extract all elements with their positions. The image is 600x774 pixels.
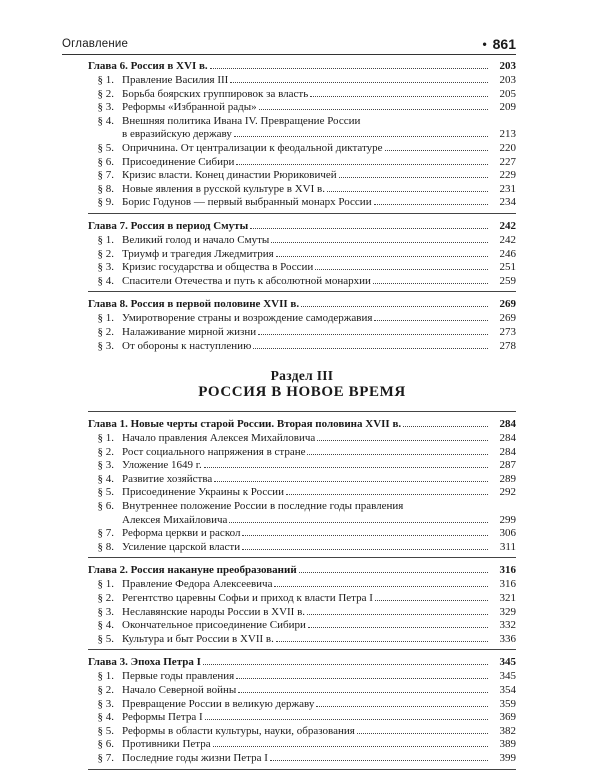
toc-chapter (88, 296, 516, 353)
entry-number: § 4. (97, 472, 114, 485)
entry-page-number: 316 (499, 578, 516, 591)
toc-entry[interactable] (88, 275, 516, 289)
entry-page-number: 278 (499, 339, 516, 352)
toc-entry[interactable] (88, 142, 516, 156)
entry-number: § 5. (97, 724, 114, 737)
entry-body (122, 142, 516, 156)
entry-body (122, 275, 516, 289)
chapter-title-text: Глава 7. Россия в период Смуты (88, 219, 249, 232)
toc-entry[interactable] (88, 169, 516, 183)
entry-page-number: 369 (499, 711, 516, 724)
entry-page-number: 336 (499, 632, 516, 645)
dot-leader (308, 627, 488, 628)
entry-title: Умиротворение страны и возрождение самодержавия (122, 312, 373, 325)
dot-leader (238, 692, 488, 693)
entry-number: § 3. (97, 459, 114, 472)
entry-number: § 3. (97, 339, 114, 352)
chapter-page-number: 316 (499, 564, 516, 577)
entry-body (122, 196, 516, 210)
toc-entry[interactable] (88, 234, 516, 248)
entry-title: Первые годы правления (122, 670, 235, 683)
section-title: РОССИЯ В НОВОЕ ВРЕМЯ (198, 384, 406, 401)
entry-title: Рост социального напряжения в стране (122, 445, 306, 458)
entry-page-number: 321 (499, 592, 516, 605)
toc-entry[interactable] (88, 711, 516, 725)
entry-title: Новые явления в русской культуре в XVI в. (122, 182, 325, 195)
entry-body (122, 432, 516, 446)
dot-leader (259, 109, 488, 110)
toc-chapter-title[interactable] (88, 218, 516, 234)
chapter-divider (88, 291, 516, 292)
entry-title: Начало Северной войны (122, 684, 237, 696)
entry-number: § 4. (97, 274, 114, 287)
chapter-page-number: 269 (499, 298, 516, 311)
entry-body (122, 183, 516, 197)
entry-title: Развитие хозяйства (122, 472, 213, 485)
entry-number: § 2. (97, 247, 114, 260)
entry-number: § 4. (97, 619, 114, 632)
entry-page-number: 231 (499, 182, 516, 195)
entry-title: Кризис государства и общества в России (122, 261, 314, 274)
section-rule (88, 411, 516, 412)
entry-page-number: 213 (499, 128, 516, 141)
chapter-page-number: 203 (499, 60, 516, 72)
dot-leader (234, 136, 488, 137)
entry-page-number: 234 (499, 196, 516, 209)
entry-number: § 8. (97, 182, 114, 195)
entry-title: Правление Василия III (122, 74, 229, 86)
entry-number: § 5. (97, 141, 114, 154)
entry-body (122, 711, 516, 725)
entry-body (122, 592, 516, 606)
toc-entry[interactable] (88, 432, 516, 446)
entry-page-number: 229 (499, 169, 516, 182)
dot-leader (203, 664, 488, 665)
entry-title: Спасители Отечества и путь к абсолютной монархии (122, 274, 371, 287)
toc-group-before (88, 58, 516, 353)
page-number: • 861 (482, 36, 516, 52)
running-title: Оглавление (62, 38, 129, 50)
entry-body (122, 541, 516, 555)
entry-number: § 2. (97, 87, 114, 100)
entry-title: Неславянские народы России в XVII в. (122, 605, 306, 618)
entry-body (122, 752, 516, 766)
entry-title: От обороны к наступлению (122, 339, 252, 352)
entry-page-number: 306 (499, 527, 516, 540)
entry-title: Реформы «Избранной рады» (122, 101, 257, 114)
entry-title-line1: Внутреннее положение России в последние годы правления (122, 500, 404, 513)
dot-leader (236, 678, 488, 679)
entry-title: Борис Годунов — первый выбранный монарх России (122, 196, 372, 209)
dot-leader (213, 746, 488, 747)
entry-page-number: 251 (499, 261, 516, 274)
entry-number: § 2. (97, 592, 114, 605)
entry-title: Правление Федора Алексеевича (122, 578, 273, 591)
dot-leader (374, 320, 488, 321)
entry-number: § 4. (97, 711, 114, 724)
toc-entry[interactable] (88, 196, 516, 210)
entry-page-number: 329 (499, 605, 516, 618)
entry-title: Кризис власти. Конец династии Рюриковичей (122, 169, 337, 182)
entry-page-number: 284 (499, 432, 516, 445)
toc-chapter (88, 562, 516, 646)
chapter-divider (88, 557, 516, 558)
dot-leader (276, 256, 488, 257)
entry-body (122, 527, 516, 541)
entry-page-number: 242 (499, 233, 516, 246)
entry-body (122, 261, 516, 275)
entry-page-number: 399 (499, 751, 516, 764)
dot-leader (210, 68, 488, 69)
entry-body (122, 606, 516, 620)
dot-leader (307, 454, 488, 455)
toc-entry[interactable] (88, 473, 516, 487)
section-label: Раздел III (270, 368, 334, 384)
toc-entry[interactable] (88, 88, 516, 102)
entry-body (122, 88, 516, 102)
entry-body (122, 101, 516, 115)
dot-leader (242, 535, 488, 536)
chapter-divider (88, 213, 516, 214)
entry-body (122, 446, 516, 460)
entry-body (122, 619, 516, 633)
entry-page-number: 269 (499, 312, 516, 325)
toc-entry[interactable] (88, 74, 516, 88)
entry-number: § 1. (97, 312, 114, 325)
entry-title: Присоединение Сибири (122, 155, 235, 168)
dot-leader (276, 641, 488, 642)
entry-page-number: 246 (499, 247, 516, 260)
entry-title: Уложение 1649 г. (122, 459, 202, 472)
entry-body (122, 248, 516, 262)
toc-entry[interactable] (88, 248, 516, 262)
entry-title-line1: Внешняя политика Ивана IV. Превращение России (122, 114, 361, 127)
toc-chapter (88, 218, 516, 288)
dot-leader (230, 82, 488, 83)
entry-body (122, 169, 516, 183)
toc-entry[interactable] (88, 752, 516, 766)
toc-entry[interactable] (88, 183, 516, 197)
entry-number: § 1. (97, 233, 114, 246)
entry-page-number: 354 (499, 684, 516, 696)
toc-entry[interactable] (88, 670, 516, 684)
toc-entry[interactable] (88, 459, 516, 473)
dot-leader (205, 719, 488, 720)
toc-chapter (88, 58, 516, 210)
entry-body (122, 633, 516, 647)
section-heading (88, 367, 516, 401)
chapter-title-text: Глава 1. Новые черты старой России. Вторая половина XVII в. (88, 418, 402, 431)
entry-body (122, 74, 516, 88)
chapter-title-text: Глава 2. Россия накануне преобразований (88, 564, 297, 577)
toc-group-after (88, 416, 516, 769)
toc-entry[interactable] (88, 446, 516, 460)
entry-number: § 6. (97, 155, 114, 168)
dot-leader (271, 242, 488, 243)
chapter-divider (88, 769, 516, 770)
entry-body (122, 326, 516, 340)
toc-entry[interactable] (88, 592, 516, 606)
toc-chapter-title[interactable] (88, 654, 516, 670)
entry-title: Последние годы жизни Петра I (122, 751, 268, 764)
entry-page-number: 389 (499, 738, 516, 751)
entry-body (122, 500, 516, 527)
toc-entry[interactable] (88, 486, 516, 500)
toc-chapter (88, 416, 516, 554)
dot-leader (315, 269, 488, 270)
entry-body (122, 340, 516, 354)
chapter-title-text: Глава 8. Россия в первой половине XVII в. (88, 298, 300, 311)
dot-leader (301, 306, 488, 307)
toc-entry[interactable] (88, 156, 516, 170)
entry-number: § 6. (97, 500, 114, 513)
dot-leader (214, 481, 488, 482)
toc-entry[interactable] (88, 326, 516, 340)
toc-entry[interactable] (88, 619, 516, 633)
toc-chapter-title[interactable] (88, 562, 516, 578)
entry-title: Триумф и трагедия Лжедмитрия (122, 247, 274, 260)
toc-entry[interactable] (88, 633, 516, 647)
entry-title: Налаживание мирной жизни (122, 325, 257, 338)
page-number-value: 861 (492, 36, 516, 52)
toc-chapter-title[interactable] (88, 416, 516, 432)
entry-page-number: 220 (499, 141, 516, 154)
toc-entry[interactable] (88, 101, 516, 115)
dot-leader (374, 204, 488, 205)
entry-body (122, 698, 516, 712)
entry-title: Опричнина. От централизации к феодальной диктатуре (122, 141, 383, 154)
toc-content (88, 58, 516, 774)
dot-leader (373, 283, 488, 284)
entry-title: Борьба боярских группировок за власть (122, 87, 309, 100)
toc-entry[interactable] (88, 527, 516, 541)
entry-page-number: 209 (499, 101, 516, 114)
dot-leader (274, 586, 488, 587)
dot-leader (250, 228, 488, 229)
entry-title: Присоединение Украины к России (122, 486, 284, 499)
entry-number: § 8. (97, 540, 114, 553)
entry-page-number: 359 (499, 697, 516, 710)
dot-leader (327, 191, 488, 192)
entry-page-number: 273 (499, 325, 516, 338)
entry-body (122, 115, 516, 142)
entry-number: § 7. (97, 169, 114, 182)
entry-number: § 1. (97, 432, 114, 445)
entry-number: § 4. (97, 114, 114, 127)
entry-number: § 1. (97, 578, 114, 591)
entry-number: § 2. (97, 684, 114, 696)
entry-body (122, 578, 516, 592)
toc-entry[interactable] (88, 500, 516, 527)
entry-number: § 5. (97, 486, 114, 499)
dot-leader (403, 426, 488, 427)
toc-entry[interactable] (88, 261, 516, 275)
entry-page-number: 311 (499, 540, 516, 553)
entry-number: § 7. (97, 751, 114, 764)
toc-entry[interactable] (88, 606, 516, 620)
dot-leader (286, 494, 488, 495)
dot-leader (204, 467, 488, 468)
chapter-page-number: 345 (499, 656, 516, 669)
toc-entry[interactable] (88, 541, 516, 555)
entry-number: § 3. (97, 605, 114, 618)
entry-page-number: 227 (499, 155, 516, 168)
entry-number: § 1. (97, 74, 114, 86)
toc-entry[interactable] (88, 312, 516, 326)
entry-number: § 2. (97, 325, 114, 338)
entry-title: Начало правления Алексея Михайловича (122, 432, 316, 445)
entry-title: Реформы в области культуры, науки, образования (122, 724, 355, 737)
entry-page-number: 287 (499, 459, 516, 472)
dot-leader (242, 549, 488, 550)
entry-page-number: 203 (499, 74, 516, 86)
entry-title: Усиление царской власти (122, 540, 241, 553)
dot-leader (317, 440, 488, 441)
chapter-page-number: 284 (499, 418, 516, 431)
entry-title-line2-text: Алексея Михайловича (122, 513, 228, 526)
entry-page-number: 332 (499, 619, 516, 632)
chapter-divider (88, 649, 516, 650)
dot-leader (316, 706, 488, 707)
dot-leader (339, 177, 488, 178)
chapter-title-text: Глава 6. Россия в XVI в. (88, 60, 208, 72)
dot-leader (270, 760, 488, 761)
entry-body (122, 312, 516, 326)
entry-title: Реформы Петра I (122, 711, 203, 724)
dot-leader (258, 334, 488, 335)
toc-entry[interactable] (88, 698, 516, 712)
entry-page-number: 299 (499, 513, 516, 526)
entry-page-number: 382 (499, 724, 516, 737)
entry-title: Реформа церкви и раскол (122, 527, 241, 540)
entry-body (122, 486, 516, 500)
entry-title: Культура и быт России в XVII в. (122, 632, 274, 645)
entry-page-number: 292 (499, 486, 516, 499)
entry-number: § 3. (97, 101, 114, 114)
entry-number: § 9. (97, 196, 114, 209)
entry-number: § 3. (97, 697, 114, 710)
entry-body (122, 473, 516, 487)
entry-title: Великий голод и начало Смуты (122, 233, 270, 246)
entry-title: Регентство царевны Софьи и приход к власти Петра I (122, 592, 373, 605)
toc-entry[interactable] (88, 578, 516, 592)
dot-leader (253, 348, 488, 349)
dot-leader (307, 614, 488, 615)
entry-number: § 5. (97, 632, 114, 645)
dot-leader (375, 600, 488, 601)
toc-entry[interactable] (88, 115, 516, 142)
toc-entry[interactable] (88, 684, 516, 698)
entry-title: Окончательное присоединение Сибири (122, 619, 306, 632)
entry-number: § 1. (97, 670, 114, 683)
entry-page-number: 205 (499, 87, 516, 100)
entry-title-line2 (122, 128, 516, 142)
chapter-page-number: 242 (499, 219, 516, 232)
dot-leader (299, 572, 488, 573)
toc-chapter-title[interactable] (88, 296, 516, 312)
entry-body (122, 725, 516, 739)
page-header (62, 34, 516, 55)
dot-leader (310, 96, 488, 97)
entry-page-number: 284 (499, 445, 516, 458)
entry-title-line2-text: в евразийскую державу (122, 128, 232, 141)
entry-body (122, 684, 516, 698)
dot-leader (236, 164, 488, 165)
entry-number: § 3. (97, 261, 114, 274)
entry-title: Противники Петра (122, 738, 211, 751)
entry-number: § 2. (97, 445, 114, 458)
dot-leader (229, 522, 488, 523)
entry-title-line2 (122, 514, 516, 528)
entry-body (122, 670, 516, 684)
toc-chapter-title[interactable] (88, 58, 516, 74)
entry-page-number: 259 (499, 274, 516, 287)
entry-page-number: 345 (499, 670, 516, 683)
dot-leader (385, 150, 488, 151)
entry-number: § 7. (97, 527, 114, 540)
entry-body (122, 234, 516, 248)
entry-body (122, 156, 516, 170)
entry-page-number: 289 (499, 472, 516, 485)
toc-chapter (88, 654, 516, 765)
chapter-title-text: Глава 3. Эпоха Петра I (88, 656, 201, 669)
toc-entry[interactable] (88, 340, 516, 354)
toc-entry[interactable] (88, 725, 516, 739)
entry-number: § 6. (97, 738, 114, 751)
entry-body (122, 459, 516, 473)
entry-title: Превращение России в великую державу (122, 697, 315, 710)
dot-leader (357, 733, 488, 734)
